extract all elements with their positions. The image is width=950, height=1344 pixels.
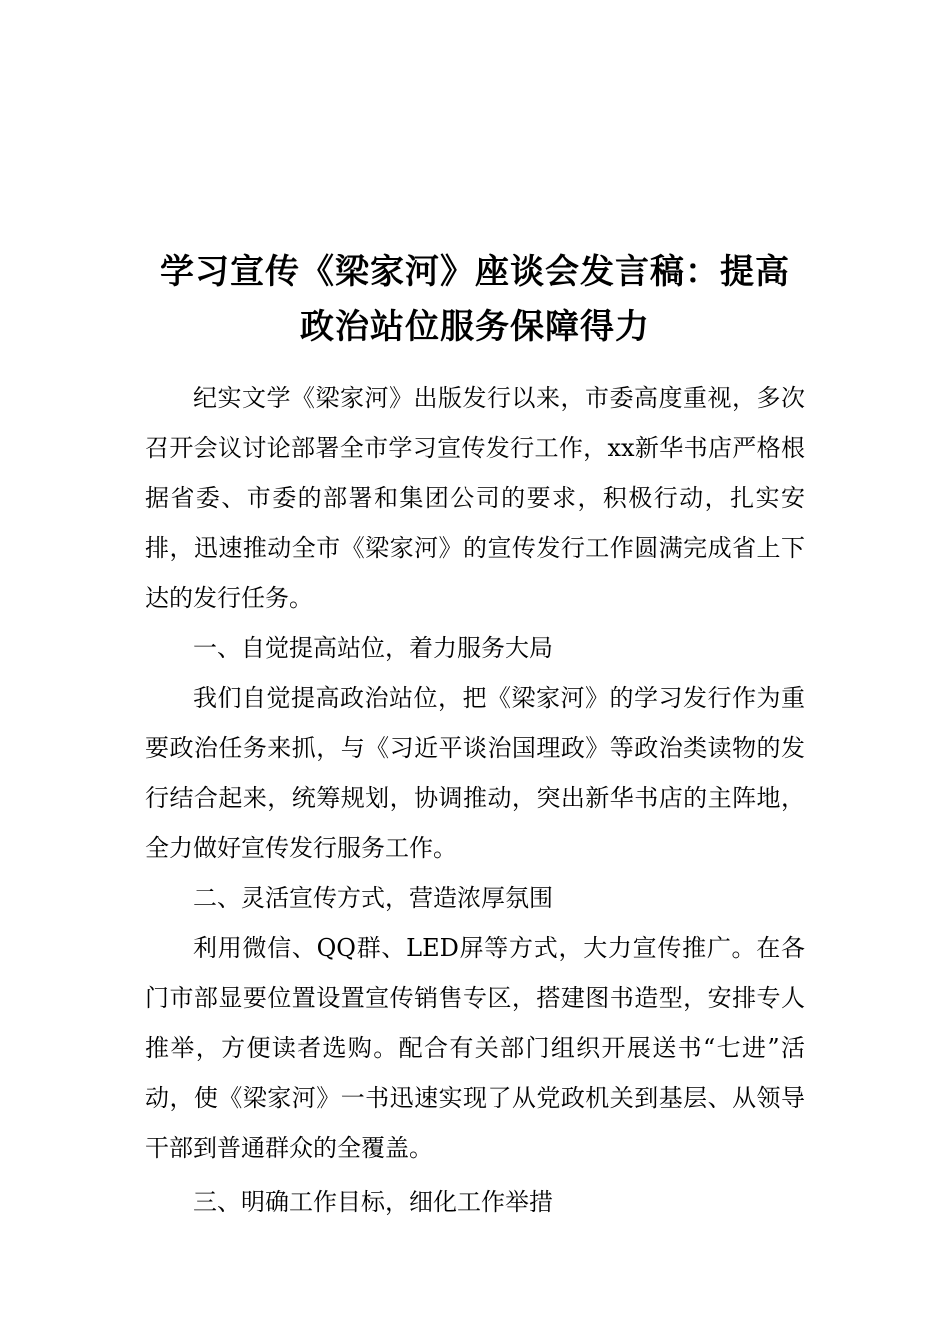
document-body <box>145 373 805 1227</box>
paragraph-section-2: 利用微信、QQ群、LED屏等方式，大力宣传推广。在各门市部显要位置设置宣传销售专区，搭建图书造型，安排专人推举，方便读者选购。配合有关部门组织开展送书“七进”活动，使《梁家河》一书迅速实现了从党政机关到基层、从领导干部到普通群众的全覆盖。 <box>145 934 805 1162</box>
section-heading-1: 一、自觉提高站位，着力服务大局 <box>193 634 553 662</box>
section-heading-2: 二、灵活宣传方式，营造浓厚氛围 <box>193 884 553 912</box>
document-title <box>145 245 805 355</box>
section-heading-3: 三、明确工作目标，细化工作举措 <box>193 1188 553 1216</box>
title-line-1: 学习宣传《梁家河》座谈会发言稿：提高 <box>160 251 790 292</box>
paragraph-section-1: 我们自觉提高政治站位，把《梁家河》的学习发行作为重要政治任务来抓，与《习近平谈治国理政》等政治类读物的发行结合起来，统筹规划，协调推动，突出新华书店的主阵地，全力做好宣传发行服务工作。 <box>145 684 805 862</box>
paragraph-intro: 纪实文学《梁家河》出版发行以来，市委高度重视，多次召开会议讨论部署全市学习宣传发行工作，xx新华书店严格根据省委、市委的部署和集团公司的要求，积极行动，扎实安排，迅速推动全市《梁家河》的宣传发行工作圆满完成省上下达的发行任务。 <box>145 384 805 612</box>
title-line-2: 政治站位服务保障得力 <box>300 306 650 347</box>
